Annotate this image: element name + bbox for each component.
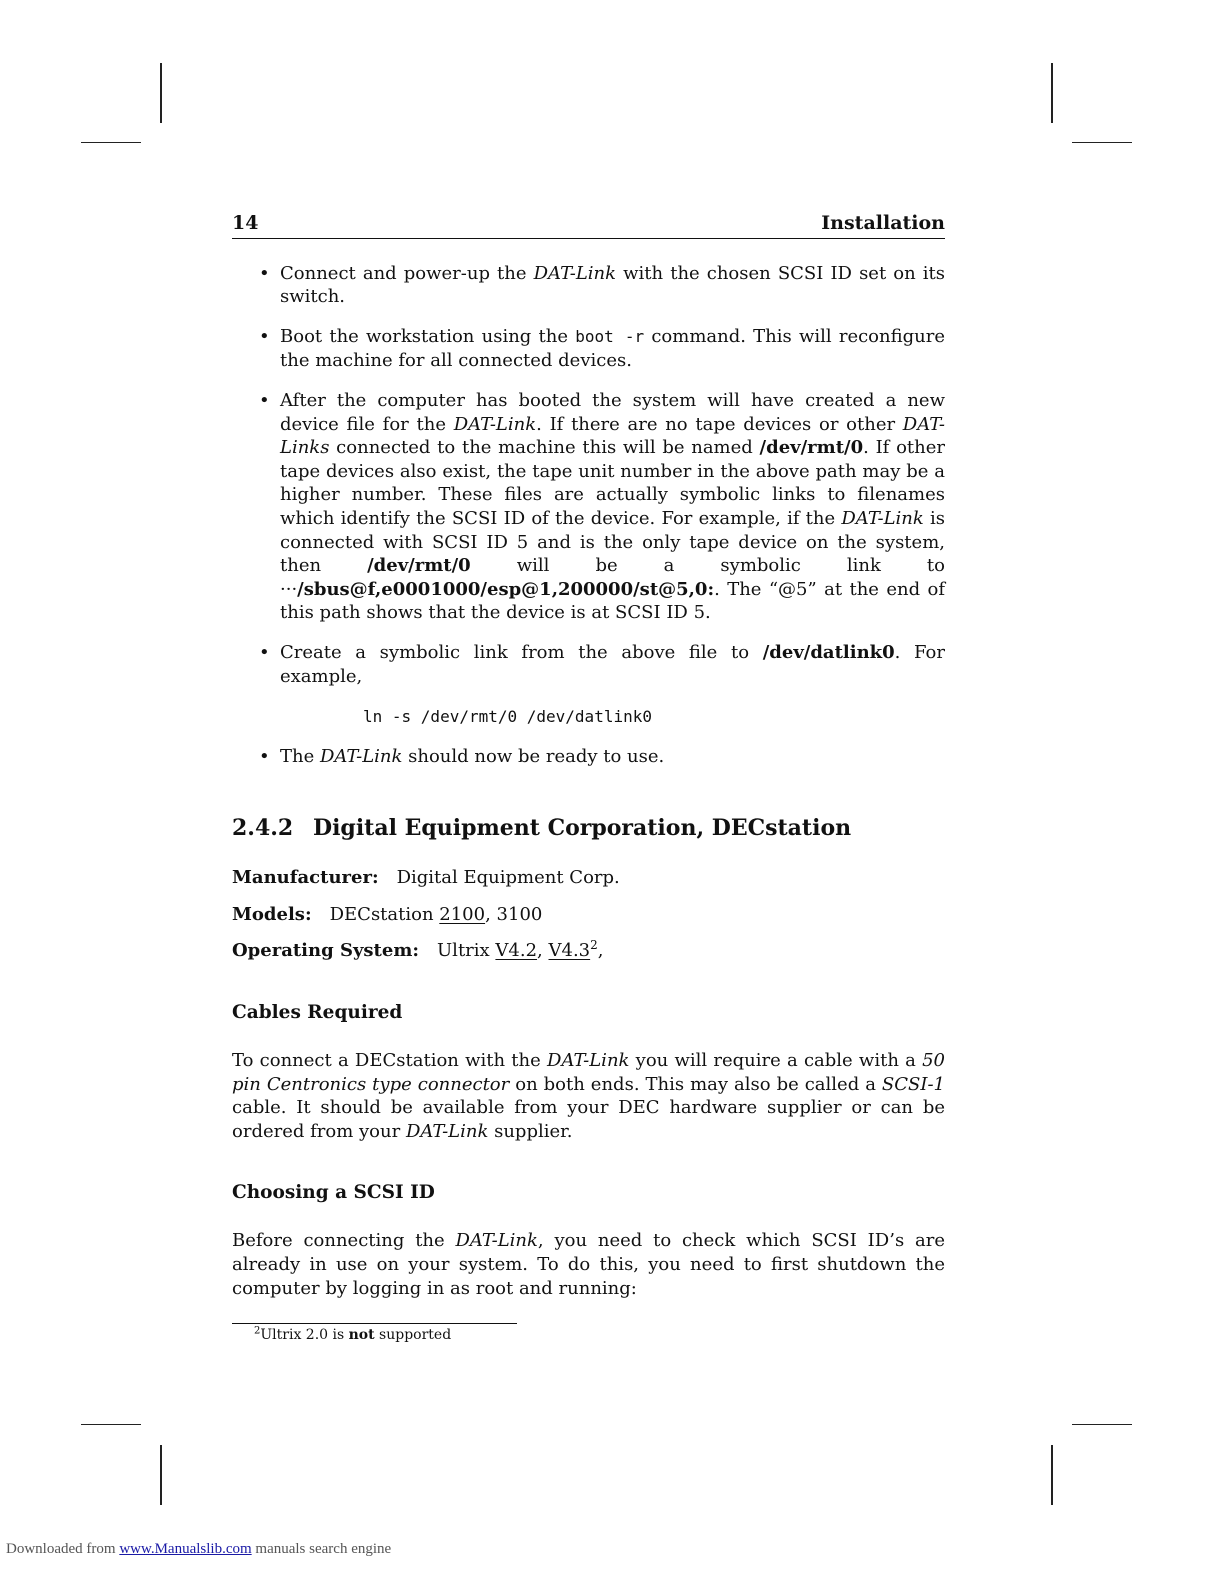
crop-mark-bottom-right-vertical <box>1051 1445 1053 1505</box>
section-title: Digital Equipment Corporation, DECstation <box>313 815 852 842</box>
page-number: 14 <box>232 212 259 234</box>
list-item: • Create a symbolic link from the above file to /dev/datlink0. For example, ln -s /dev/rmt/0 /dev/datlink0 <box>232 641 945 728</box>
footnote-marker: 2 <box>590 938 598 953</box>
crop-mark-bottom-left-horizontal <box>81 1424 141 1425</box>
manufacturer-field: Manufacturer: Digital Equipment Corp. <box>232 867 620 889</box>
download-attribution: Downloaded from www.Manualslib.com manuals search engine <box>6 1541 392 1557</box>
subheading-cables: Cables Required <box>232 1002 403 1024</box>
page-body <box>232 212 945 1300</box>
crop-mark-top-left-horizontal <box>81 142 141 143</box>
list-item: • The DAT-Link should now be ready to use. <box>232 745 945 769</box>
chapter-title: Installation <box>821 212 945 234</box>
section-number: 2.4.2 <box>232 815 294 842</box>
crop-mark-bottom-left-vertical <box>160 1445 162 1505</box>
list-item: • Boot the workstation using the boot -r command. This will reconfigure the machine for all connected devices. <box>232 325 945 372</box>
cables-paragraph: To connect a DECstation with the DAT-Link you will require a cable with a 50 pin Centronics type connector on both ends. This may also be called a SCSI-1 cable. It should be available from your DEC hardware supplier or can be ordered from your DAT-Link supplier. <box>232 1050 945 1142</box>
running-header <box>232 212 945 239</box>
models-field: Models: DECstation 2100, 3100 <box>232 903 543 925</box>
crop-mark-bottom-right-horizontal <box>1072 1424 1132 1425</box>
instruction-list <box>232 262 945 769</box>
list-item: • After the computer has booted the system will have created a new device file for the DAT-Link. If there are no tape devices or other DAT-Links connected to the machine this will be named /dev/rmt/0. If other tape devices also exist, the tape unit number in the above path may be a higher number. These files are actually symbolic links to filenames which identify the SCSI ID of the device. For example, if the DAT-Link is connected with SCSI ID 5 and is the only tape device on the system, then /dev/rmt/0 will be a symbolic link to ···/sbus@f,e0001000/esp@1,200000/st@5,0:. The “@5” at the end of this path shows that the device is at SCSI ID 5. <box>232 389 945 625</box>
subheading-scsi-id: Choosing a SCSI ID <box>232 1182 435 1204</box>
code-example: ln -s /dev/rmt/0 /dev/datlink0 <box>363 706 652 726</box>
inline-code: boot -r <box>575 327 645 347</box>
crop-mark-top-right-vertical <box>1051 63 1053 123</box>
crop-mark-top-right-horizontal <box>1072 142 1132 143</box>
operating-system-field: Operating System: Ultrix V4.2, $V4.3^2$, <box>232 938 604 962</box>
section-heading <box>232 814 945 842</box>
manualslib-link[interactable]: www.Manualslib.com <box>119 1541 252 1557</box>
crop-mark-top-left-vertical <box>160 63 162 123</box>
footnote-rule <box>232 1323 517 1324</box>
list-item: • Connect and power-up the DAT-Link with the chosen SCSI ID set on its switch. <box>232 262 945 309</box>
model-underlined: 2100 <box>439 903 486 925</box>
scsi-paragraph: Before connecting the DAT-Link, you need to check which SCSI ID’s are already in use on your system. To do this, you need to first shutdown the computer by logging in as root and running: <box>232 1230 945 1299</box>
footnote: $^2$Ultrix 2.0 is not supported <box>254 1325 452 1343</box>
